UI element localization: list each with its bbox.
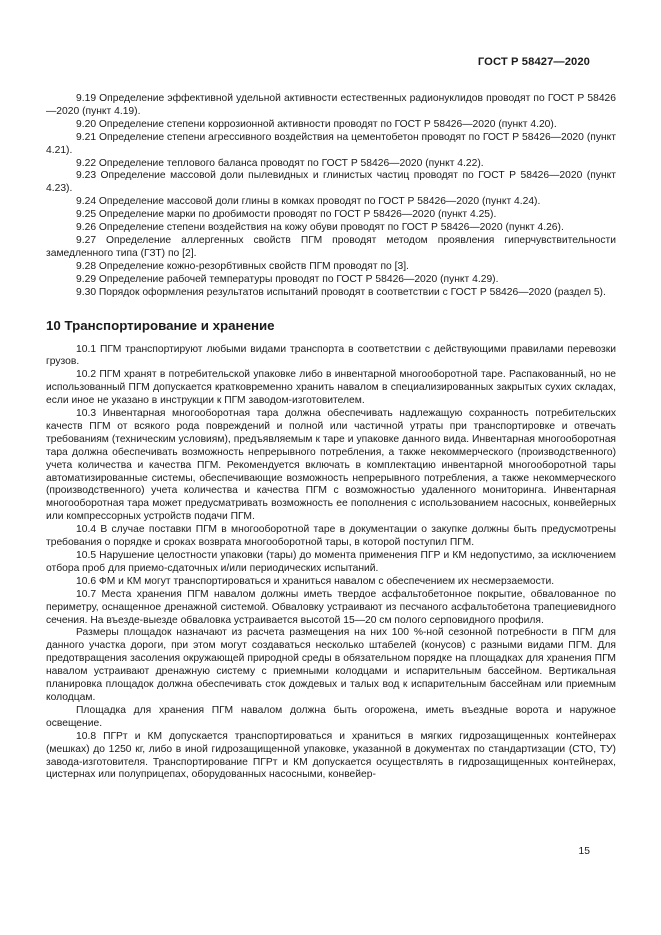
document-header: ГОСТ Р 58427—2020 [477, 56, 590, 68]
clause-10-4: 10.4 В случае поставки ПГМ в многооборотной таре в документации о закупке должны быть предусмотрены требования о порядке и сроках возврата многооборотной тары, в которой поступил ПГМ. [46, 524, 616, 549]
clause-10-2: 10.2 ПГМ хранят в потребительской упаковке либо в инвентарной многооборотной таре. Распакованный, но не использованный ПГМ допускается кратковременно хранить навалом в специализированных закрытых сухих складах, если иное не указано в инструкции к ПГМ заводом-изготовителем. [46, 369, 616, 407]
clause-10-3: 10.3 Инвентарная многооборотная тара должна обеспечивать надлежащую сохранность потребительских качеств ПГМ от всякого рода повреждений и полной или частичной утраты при транспортировке и отвечать требованиям (техническим условиям), предъявляемым к таре и упаковке данного вида. Инвентарная многооборотная тара должна обеспечивать возможность непрерывного потребления, а также некоммерческого (производственного) учета количества и качества ПГМ. Рекомендуется включать в комплектацию инвентарной многооборотной тары автоматизированные системы, обеспечивающие возможность непрерывного потребления, а также некоммерческого (производственного) учета количества и качества ПГМ с возможностью удаленного мониторинга. Инвентарная многооборотная тара может предусматривать возможность ее пополнения с использованием насосных, конвейерных или компрессорных устройств подачи ПГМ. [46, 408, 616, 523]
clause-9-25: 9.25 Определение марки по дробимости проводят по ГОСТ Р 58426—2020 (пункт 4.25). [76, 209, 497, 221]
section-10-body [46, 344, 616, 783]
clause-10-8: 10.8 ПГРт и КМ допускается транспортироваться и храниться в мягких гидрозащищенных контейнерах (мешках) до 1250 кг, либо в иной гидрозащищенной упаковке, указанной в документах по стандартизации (СТО, ТУ) завода-изготовителя. Транспортирование ПГРт и КМ допускается осуществлять в гидрозащищенных контейнерах, цистернах или полуприцепах, оборудованных насосными, конвейер- [46, 730, 616, 781]
clause-9-19: 9.19 Определение эффективной удельной активности естественных радионуклидов проводят по ГОСТ Р 58426—2020 (пункт 4.19). [46, 93, 616, 117]
clause-10-7-sizes: Размеры площадок назначают из расчета размещения на них 100 %-ной сезонной потребности в ПГМ для данного участка дороги, при этом могут создаваться несколько штабелей (конусов) с разными видами ПГМ. Для предотвращения засоления окружающей природной среды в обязательном порядке на площадках для хранения ПГМ навалом устраивают дренажную систему с приемными колодцами и испарительным бассейном. Вертикальная планировка площадок должна обеспечивать сток дождевых и талых вод к испарительным бассейнам или приемным колодцам. [46, 627, 616, 703]
clause-10-1: 10.1 ПГМ транспортируют любыми видами транспорта в соответствии с действующими правилами перевозки грузов. [46, 343, 616, 368]
clause-9-20: 9.20 Определение степени коррозионной активности проводят по ГОСТ Р 58426—2020 (пункт 4.20). [76, 118, 557, 130]
clause-9-29: 9.29 Определение рабочей температуры проводят по ГОСТ Р 58426—2020 (пункт 4.29). [76, 273, 499, 285]
clause-9-23: 9.23 Определение массовой доли пылевидных и глинистых частиц проводят по ГОСТ Р 58426—2020 (пункт 4.23). [46, 170, 616, 195]
clause-10-5: 10.5 Нарушение целостности упаковки (тары) до момента применения ПГР и КМ недопустимо, за исключением отбора проб для приемо-сдаточных и/или периодических испытаний. [46, 550, 616, 574]
clause-9-26: 9.26 Определение степени воздействия на кожу обуви проводят по ГОСТ Р 58426—2020 (пункт 4.26). [76, 222, 564, 234]
clause-9-24: 9.24 Определение массовой доли глины в комках проводят по ГОСТ Р 58426—2020 (пункт 4.24). [76, 196, 541, 208]
clause-10-6: 10.6 ФМ и КМ могут транспортироваться и храниться навалом с обеспечением их несмерзаемости. [76, 575, 555, 587]
clause-9-21: 9.21 Определение степени агрессивного воздействия на цементобетон проводят по ГОСТ Р 58426—2020 (пункт 4.21). [46, 131, 616, 156]
clause-9-22: 9.22 Определение теплового баланса проводят по ГОСТ Р 58426—2020 (пункт 4.22). [76, 157, 484, 169]
clause-9-27: 9.27 Определение аллергенных свойств ПГМ проводят методом проявления гиперчувствительности замедленного типа (ГЗТ) по [2]. [46, 234, 616, 259]
clause-9-30: 9.30 Порядок оформления результатов испытаний проводят в соответствии с ГОСТ Р 58426—2020 (раздел 5). [76, 286, 606, 298]
clause-10-7: 10.7 Места хранения ПГМ навалом должны иметь твердое асфальтобетонное покрытие, обвалованное по периметру, оснащенное дренажной системой. Обваловку устраивают из песчаного асфальтобетона трапециевидного сечения. На въезде-выезде обваловка устраивается высотой 15—20 см полого серповидного профиля. [46, 588, 616, 626]
clause-10-7-fence: Площадка для хранения ПГМ навалом должна быть огорожена, иметь въездные ворота и наружное освещение. [46, 704, 616, 729]
section-10-title: 10 Транспортирование и хранение [46, 317, 275, 333]
clause-9-28: 9.28 Определение кожно-резорбтивных свойств ПГМ проводят по [3]. [76, 260, 409, 272]
page-content [46, 93, 616, 782]
page-number: 15 [578, 846, 590, 857]
section-9-items [46, 93, 616, 300]
